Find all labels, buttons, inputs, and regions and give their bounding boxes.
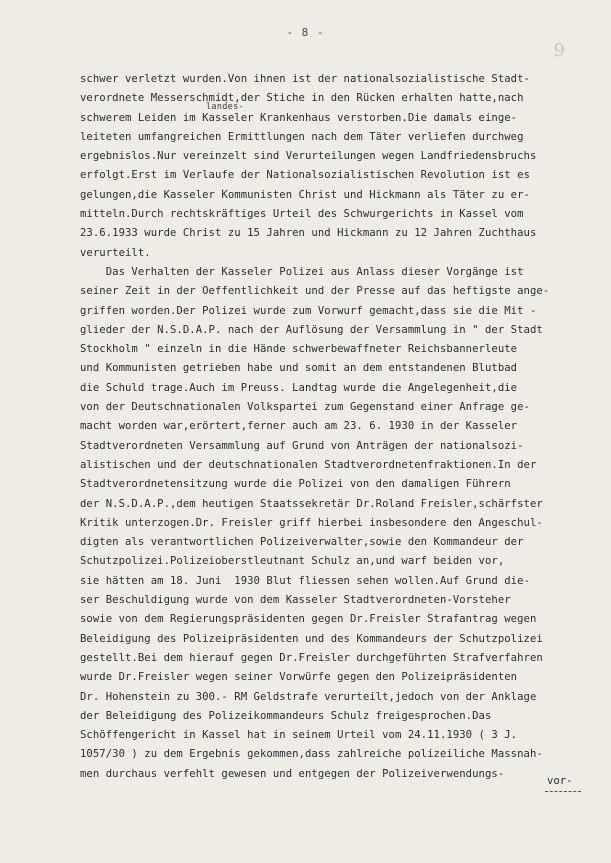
text-line: der N.S.D.A.P.,dem heutigen Staatssekretär Dr.Roland Freisler,schärfster (80, 497, 543, 510)
interlinear-insertion: landes- (206, 102, 244, 112)
text-line: mitteln.Durch rechtskräftiges Urteil des Schwurgerichts in Kassel vom (80, 208, 524, 221)
catchword: vor- (547, 775, 573, 787)
catchword-underline (545, 791, 581, 792)
text-line: Stadtverordneten Versammlung auf Grund von Anträgen der nationalsozi- (80, 439, 524, 452)
text-line: Schutzpolizei.Polizeioberstleutnant Schulz an,und warf beiden vor, (80, 555, 505, 568)
text-line: alistischen und der deutschnationalen Stadtverordnetenfraktionen.In der (80, 458, 537, 471)
text-line: 1057/30 ) zu dem Ergebnis gekommen,dass zahlreiche polizeiliche Massnah- (80, 748, 543, 761)
text-line: gelungen,die Kasseler Kommunisten Christ und Hickmann als Täter zu er- (80, 188, 530, 201)
text-line: men durchaus verfehlt gewesen und entgegen der Polizeiverwendungs- (80, 767, 505, 780)
text-line: schwer verletzt wurden.Von ihnen ist der nationalsozialistische Stadt- (80, 73, 530, 85)
text-line: sie hätten am 18. Juni 1930 Blut fliessen sehen wollen.Auf Grund die- (80, 574, 530, 587)
text-line: ergebnislos.Nur vereinzelt sind Verurteilungen wegen Landfriedensbruchs (80, 150, 537, 163)
page-number: - 8 - (286, 26, 325, 39)
text-line: Stadtverordnetensitzung wurde die Polizei von den damaligen Führern (80, 478, 511, 491)
text-line: Dr. Hohenstein zu 300.- RM Geldstrafe verurteilt,jedoch von der Anklage (80, 690, 537, 703)
text-line: ser Beschuldigung wurde von dem Kasseler Stadtverordneten-Vorsteher (80, 594, 511, 607)
text-line: sowie von dem Regierungspräsidenten gegen Dr.Freisler Strafantrag wegen (80, 613, 537, 626)
text-line: macht worden war,erörtert,ferner auch am 23. 6. 1930 in der Kasseler (80, 420, 518, 433)
text-line: und Kommunisten getrieben habe und somit an dem entstandenen Blutbad (80, 362, 518, 375)
text-line: wurde Dr.Freisler wegen seiner Vorwürfe gegen den Polizeipräsidenten (80, 671, 518, 684)
text-line: der Beleidigung des Polizeikommandeurs Schulz freigesprochen.Das (80, 709, 492, 722)
text-line: leiteten umfangreichen Ermittlungen nach dem Täter verliefen durchweg (80, 130, 524, 143)
text-line: seiner Zeit in der Oeffentlichkeit und der Presse auf das heftigste ange- (80, 285, 550, 298)
text-line: 23.6.1933 wurde Christ zu 15 Jahren und Hickmann zu 12 Jahren Zuchthaus (80, 227, 537, 240)
text-line: Stockholm " einzeln in die Hände schwerbewaffneter Reichsbannerleute (80, 343, 518, 356)
text-line: Kritik unterzogen.Dr. Freisler griff hierbei insbesondere den Angeschul- (80, 516, 543, 529)
corner-page-mark: 9 (553, 40, 565, 61)
text-line: Schöffengericht in Kassel hat in seinem Urteil vom 24.11.1930 ( 3 J. (80, 729, 518, 742)
text-line: die Schuld trage.Auch im Preuss. Landtag wurde die Angelegenheit,die (80, 381, 518, 394)
text-line: erfolgt.Erst im Verlaufe der Nationalsozialistischen Revolution ist es (80, 169, 530, 182)
text-line: schwerem Leiden im Kasseler Krankenhaus verstorben.Die damals einge- (80, 111, 518, 124)
text-line: digten als verantwortlichen Polizeiverwalter,sowie den Kommandeur der (80, 536, 524, 549)
text-line: gestellt.Bei dem hierauf gegen Dr.Freisler durchgeführten Strafverfahren (80, 651, 543, 664)
text-line: griffen worden.Der Polizei wurde zum Vorwurf gemacht,dass sie die Mit - (80, 304, 537, 317)
text-line: verordnete Messerschmidt,der Stiche in den Rücken erhalten hatte,nach (80, 92, 524, 105)
text-line: Das Verhalten der Kasseler Polizei aus Anlass dieser Vorgänge ist (80, 265, 524, 278)
text-line: glieder der N.S.D.A.P. nach der Auflösung der Versammlung in " der Stadt (80, 323, 543, 336)
text-line: von der Deutschnationalen Volkspartei zum Gegenstand einer Anfrage ge- (80, 401, 530, 414)
text-line: verurteilt. (80, 246, 151, 259)
body-text (80, 70, 580, 784)
text-line: Beleidigung des Polizeipräsidenten und des Kommandeurs der Schutzpolizei (80, 632, 543, 645)
